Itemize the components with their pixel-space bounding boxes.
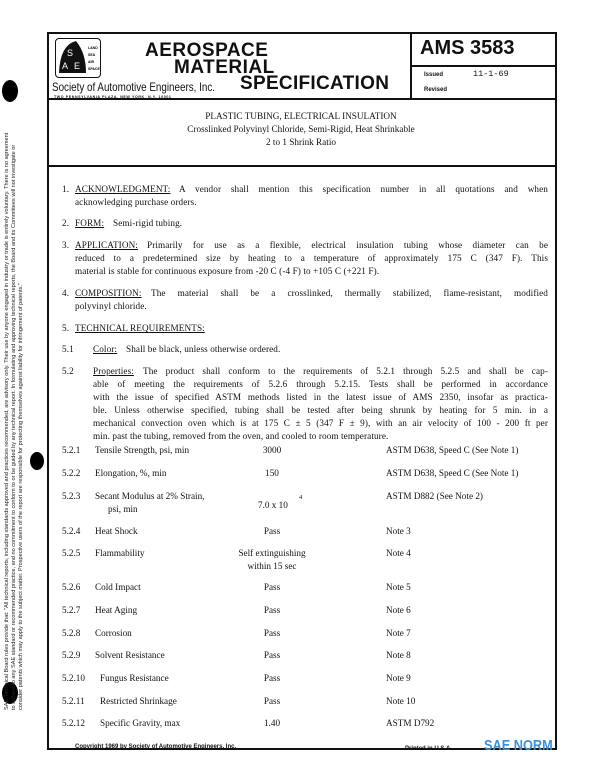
property-value: 7.0 x 10 (258, 500, 288, 510)
property-value: Pass (263, 582, 281, 592)
property-number: 5.2.3 (62, 491, 81, 501)
title-sub: Crosslinked Polyvinyl Chloride, Semi-Rigid, Heat Shrinkable (187, 124, 415, 134)
section-number: 3. (62, 240, 70, 250)
property-name: Specific Gravity, max (100, 718, 181, 728)
table-row (0, 718, 600, 732)
property-name: Heat Aging (95, 605, 138, 615)
test-method: Note 3 (386, 526, 411, 536)
property-value: Pass (263, 526, 281, 536)
property-value: Pass (263, 696, 281, 706)
property-value-exponent: 4 (299, 494, 303, 501)
property-value: 1.40 (263, 718, 281, 728)
test-method: ASTM D638, Speed C (See Note 1) (386, 468, 519, 478)
table-row (0, 696, 600, 710)
property-name: Tensile Strength, psi, min (95, 445, 190, 455)
section-text-line: ble. Unless otherwise specified, tubing shall be tested after being shrunk by heating for 5 min. in a (93, 405, 548, 415)
property-number: 5.2.1 (62, 445, 81, 455)
property-name: Corrosion (95, 628, 132, 638)
test-method: ASTM D792 (386, 718, 435, 728)
property-number: 5.2.6 (62, 582, 81, 592)
copyright: Copyright 1969 by Society of Automotive Engineers, Inc. (75, 744, 237, 750)
title-main: PLASTIC TUBING, ELECTRICAL INSULATION (205, 111, 397, 121)
table-row (0, 628, 600, 642)
section-text-line: mechanical convection oven which is at 175 C ± 5 (347 F ± 9), with an air velocity of 100 - 200 ft per (93, 418, 548, 428)
section-number: 4. (62, 288, 70, 298)
property-name-cont: psi, min (108, 504, 138, 514)
section-text-line: material is stable for continuous exposure from -20 C (-4 F) to +105 C (+221 F). (75, 266, 380, 276)
test-method: Note 8 (386, 650, 411, 660)
test-method: Note 7 (386, 628, 411, 638)
svg-text:LAND: LAND (88, 46, 98, 50)
property-value: Pass (263, 628, 281, 638)
title-aerospace: AEROSPACE (145, 40, 269, 61)
test-method: Note 10 (386, 696, 416, 706)
test-method: ASTM D638, Speed C (See Note 1) (386, 445, 519, 455)
property-name: Solvent Resistance (95, 650, 165, 660)
section-text-line: acknowledging purchase orders. (75, 197, 197, 207)
table-row (0, 526, 600, 540)
revised-label: Revised (424, 87, 448, 93)
section-heading: TECHNICAL REQUIREMENTS: (75, 323, 205, 333)
section-text-line: reduced to a predetermined size by heating to a temperature of approximately 175 C (347 F). This (75, 253, 548, 263)
property-number: 5.2.2 (62, 468, 81, 478)
punch-hole-mark (2, 80, 18, 102)
table-row (0, 548, 600, 571)
title-material: MATERIAL (174, 57, 275, 78)
property-number: 5.2.8 (62, 628, 81, 638)
section-text-line: Primarily for use as a flexible, electrical insulation tubing whose diameter can be (147, 240, 548, 250)
org-name: Society of Automotive Engineers, Inc. (52, 80, 216, 94)
property-name: Secant Modulus at 2% Strain, (95, 491, 205, 501)
section-number: 2. (62, 218, 70, 228)
property-name: Heat Shock (95, 526, 138, 536)
table-row (0, 445, 600, 459)
test-method: ASTM D882 (See Note 2) (386, 491, 483, 501)
svg-text:AIR: AIR (88, 60, 95, 64)
section-text-line: The material shall be a crosslinked, thermally stabilized, flame-resistant, modified (151, 288, 548, 298)
section-heading: COMPOSITION: (75, 288, 142, 298)
svg-text:E: E (74, 61, 81, 71)
property-name: Flammability (95, 548, 145, 558)
section-number: 5.2 (62, 366, 74, 376)
sae-norm-watermark: SAE NORM (484, 737, 553, 754)
property-number: 5.2.5 (62, 548, 81, 558)
property-number: 5.2.9 (62, 650, 81, 660)
table-row (0, 582, 600, 596)
issued-date: 11-1-69 (473, 69, 509, 79)
section-text-line: able of meeting the requirements of 5.2.6 through 5.2.15. Tests shall be performed in accordance (93, 379, 548, 389)
table-row (0, 673, 600, 687)
table-row (0, 491, 600, 514)
section-text-line: The product shall conform to the requirements of 5.2.1 through 5.2.5 and shall be cap- (143, 366, 548, 376)
test-method: Note 6 (386, 605, 411, 615)
table-row (0, 650, 600, 664)
property-name: Elongation, %, min (95, 468, 167, 478)
property-value: Self extinguishing (238, 548, 306, 558)
test-method: Note 9 (386, 673, 411, 683)
sae-logo (55, 38, 101, 78)
sae-emblem-icon (56, 39, 100, 77)
divider (410, 65, 555, 67)
section-heading: ACKNOWLEDGMENT: (75, 184, 171, 194)
property-value: 3000 (262, 445, 282, 455)
org-address: TWO PENNSYLVANIA PLAZA, NEW YORK, N.Y. 10001 (54, 95, 172, 99)
section-text-line: min. past the tubing, removed from the oven, and cooled to room temperature. (93, 431, 389, 441)
section-number: 1. (62, 184, 70, 194)
property-value: 150 (265, 468, 279, 478)
section-heading: Color: (93, 344, 118, 354)
section-text-line: polyvinyl chloride. (75, 301, 147, 311)
svg-text:SPACE: SPACE (88, 67, 100, 71)
property-number: 5.2.12 (62, 718, 85, 728)
section-text-line: with the issue of specified ASTM methods listed in the latest issue of AMS 2350, insofar as practica- (93, 392, 548, 402)
section-text-line: Shall be black, unless otherwise ordered. (126, 344, 281, 354)
property-number: 5.2.7 (62, 605, 81, 615)
table-row (0, 468, 600, 482)
spec-number: AMS 3583 (420, 37, 515, 59)
property-name: Cold Impact (95, 582, 141, 592)
svg-text:SEA: SEA (88, 53, 96, 57)
section-heading: FORM: (75, 218, 105, 228)
property-value: Pass (263, 605, 281, 615)
svg-text:A: A (62, 61, 69, 71)
property-name: Restricted Shrinkage (100, 696, 177, 706)
test-method: Note 4 (386, 548, 411, 558)
title-ratio: 2 to 1 Shrink Ratio (266, 137, 336, 147)
svg-text:S: S (67, 48, 74, 58)
property-number: 5.2.4 (62, 526, 81, 536)
sae-disclaimer: SAE Technical Board rules provide that: "All technical reports, including standards approved and practices recommended, are advisory only. Their use by anyone engaged in industry or trade is entirely voluntary. There is no agreement to adhere to any SAE standard or recommended practice, and no commitment to conform to or be guided by any technical report. In formulating and approving technical reports, the Board and its Committees will not investigate or consider patents which may apply to the subject matter. Prospective users of the report are responsible for protecting themselves against liability for infringement of patents." (4, 132, 24, 710)
section-heading: APPLICATION: (75, 240, 138, 250)
issued-label: Issued (424, 72, 444, 78)
property-number: 5.2.11 (62, 696, 85, 706)
section-number: 5.1 (62, 344, 74, 354)
printed-in: Printed in U.S.A. (405, 746, 453, 752)
property-name: Fungus Resistance (100, 673, 169, 683)
table-row (0, 605, 600, 619)
divider (47, 165, 557, 167)
document-title (47, 110, 555, 149)
title-specification: SPECIFICATION (240, 73, 390, 94)
section-heading: Properties: (93, 366, 134, 376)
section-text-line: Semi-rigid tubing. (113, 218, 183, 228)
section-text-line: A vendor shall mention this specification number in all quotations and when (179, 184, 548, 194)
property-value: Pass (263, 673, 281, 683)
property-value: Pass (263, 650, 281, 660)
property-number: 5.2.10 (62, 673, 85, 683)
section-number: 5. (62, 323, 70, 333)
property-value-cont: within 15 sec (247, 561, 297, 571)
test-method: Note 5 (386, 582, 411, 592)
